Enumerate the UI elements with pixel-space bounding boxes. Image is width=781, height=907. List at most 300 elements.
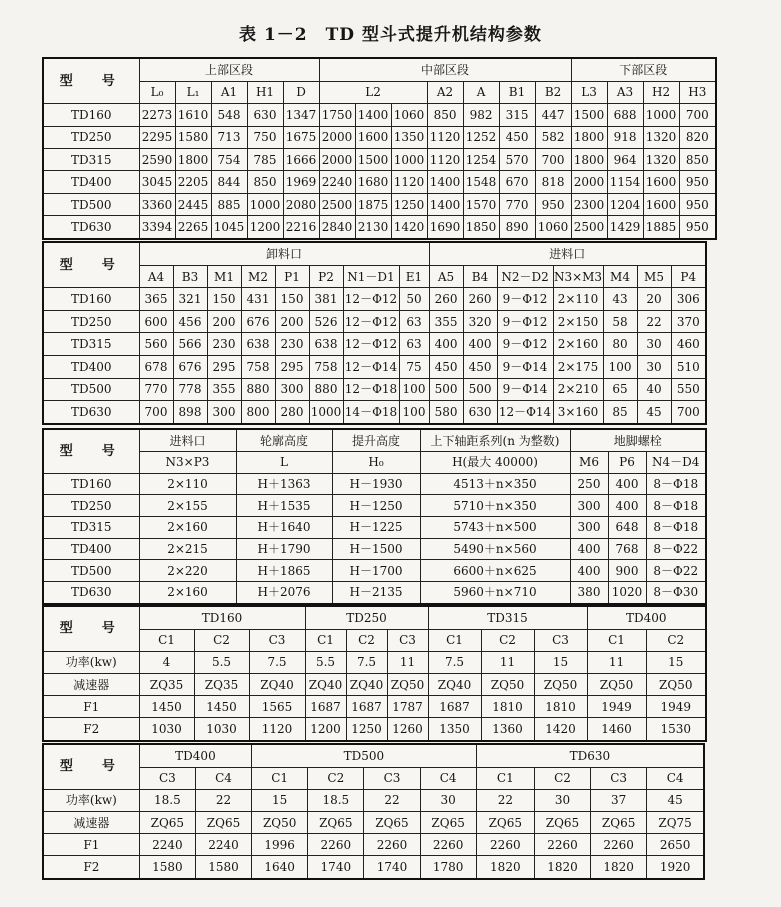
value-cell: 11 (387, 651, 428, 673)
column-header: C1 (305, 629, 346, 651)
table-row (43, 856, 704, 879)
value-cell: 7.5 (249, 651, 305, 673)
value-cell: H－1250 (332, 495, 420, 517)
table-row (43, 538, 706, 560)
table-row (43, 560, 706, 582)
value-cell: 918 (607, 126, 643, 148)
column-header: C1 (587, 629, 646, 651)
model-cell: TD250 (43, 495, 139, 517)
value-cell: 566 (173, 333, 207, 356)
value-cell: 526 (309, 310, 343, 333)
value-cell: 1810 (534, 696, 587, 718)
section-dimensions-table (42, 57, 717, 240)
value-cell: 2×110 (553, 288, 603, 311)
table-row (43, 401, 706, 424)
model-header: 型 号 (43, 744, 139, 789)
value-cell: H＋1865 (236, 560, 332, 582)
value-cell: 2×160 (139, 516, 236, 538)
value-cell: 260 (463, 288, 497, 311)
value-cell: 2×175 (553, 356, 603, 379)
value-cell: ZQ40 (428, 673, 481, 695)
subheader-row (43, 265, 706, 288)
model-cell: TD500 (43, 378, 139, 401)
value-cell: 982 (463, 104, 499, 126)
value-cell: 30 (637, 333, 671, 356)
column-header: H3 (679, 81, 716, 103)
value-cell: ZQ65 (308, 811, 364, 833)
table-row (43, 516, 706, 538)
row-label: F1 (43, 834, 139, 856)
value-cell: 30 (534, 789, 590, 811)
value-cell: 885 (211, 193, 247, 215)
model-cell: TD400 (43, 171, 139, 193)
value-cell: ZQ35 (139, 673, 194, 695)
value-cell: ZQ40 (305, 673, 346, 695)
value-cell: 800 (241, 401, 275, 424)
value-cell: ZQ65 (591, 811, 647, 833)
value-cell: 230 (275, 333, 309, 356)
column-header: C1 (476, 767, 534, 789)
column-header: L3 (571, 81, 607, 103)
value-cell: 850 (679, 148, 716, 170)
value-cell: 380 (570, 581, 608, 604)
value-cell: 1347 (283, 104, 319, 126)
value-cell: ZQ50 (587, 673, 646, 695)
value-cell: 1820 (534, 856, 590, 879)
value-cell: 2×215 (139, 538, 236, 560)
value-cell: 1580 (175, 126, 211, 148)
value-cell: ZQ65 (195, 811, 251, 833)
value-cell: 2205 (175, 171, 211, 193)
group-header-outlet: 卸料口 (139, 242, 429, 265)
column-header: C2 (534, 767, 590, 789)
table-row (43, 651, 706, 673)
value-cell: 1030 (139, 718, 194, 741)
value-cell: 2650 (647, 834, 704, 856)
value-cell: 1120 (427, 148, 463, 170)
value-cell: ZQ65 (534, 811, 590, 833)
value-cell: 1969 (283, 171, 319, 193)
value-cell: 768 (608, 538, 646, 560)
value-cell: 880 (309, 378, 343, 401)
header-row (43, 744, 704, 767)
column-header: A (463, 81, 499, 103)
table-row (43, 356, 706, 379)
value-cell: 1580 (195, 856, 251, 879)
value-cell: 1400 (427, 193, 463, 215)
value-cell: 250 (570, 473, 608, 495)
model-cell: TD315 (43, 148, 139, 170)
value-cell: 2000 (571, 171, 607, 193)
table-row (43, 696, 706, 718)
value-cell: ZQ65 (364, 811, 420, 833)
value-cell: 100 (399, 378, 429, 401)
value-cell: 1252 (463, 126, 499, 148)
value-cell: 1787 (387, 696, 428, 718)
model-cell: TD630 (43, 216, 139, 239)
value-cell: 300 (207, 401, 241, 424)
value-cell: 18.5 (139, 789, 195, 811)
table-row (43, 310, 706, 333)
value-cell: 785 (247, 148, 283, 170)
value-cell: 1949 (587, 696, 646, 718)
column-header: C3 (139, 767, 195, 789)
value-cell: 1666 (283, 148, 319, 170)
value-cell: 6600＋n×625 (420, 560, 570, 582)
value-cell: H＋1640 (236, 516, 332, 538)
value-cell: ZQ50 (534, 673, 587, 695)
value-cell: 758 (309, 356, 343, 379)
value-cell: 45 (637, 401, 671, 424)
value-cell: 510 (671, 356, 706, 379)
value-cell: 750 (247, 126, 283, 148)
model-header: 型 号 (43, 606, 139, 651)
value-cell: 12－Φ12 (343, 288, 399, 311)
model-cell: TD630 (43, 581, 139, 604)
column-header: L₀ (139, 81, 175, 103)
value-cell: 9－Φ14 (497, 356, 553, 379)
value-cell: 400 (570, 560, 608, 582)
value-cell: 75 (399, 356, 429, 379)
table-row (43, 126, 716, 148)
value-cell: 2×160 (139, 581, 236, 604)
table-row (43, 148, 716, 170)
value-cell: 880 (241, 378, 275, 401)
value-cell: 9－Φ12 (497, 310, 553, 333)
value-cell: 3×160 (553, 401, 603, 424)
value-cell: 65 (603, 378, 637, 401)
value-cell: ZQ65 (420, 811, 476, 833)
value-cell: H－1700 (332, 560, 420, 582)
column-header: A5 (429, 265, 463, 288)
value-cell: 355 (207, 378, 241, 401)
value-cell: 355 (429, 310, 463, 333)
value-cell: 890 (499, 216, 535, 239)
value-cell: H－1225 (332, 516, 420, 538)
value-cell: 5490＋n×560 (420, 538, 570, 560)
model-header: 型 号 (43, 58, 139, 104)
value-cell: 2265 (175, 216, 211, 239)
value-cell: 964 (607, 148, 643, 170)
value-cell: H－1500 (332, 538, 420, 560)
value-cell: 9－Φ12 (497, 288, 553, 311)
value-cell: 3394 (139, 216, 175, 239)
value-cell: 8－Φ30 (646, 581, 706, 604)
value-cell: 900 (608, 560, 646, 582)
value-cell: 450 (499, 126, 535, 148)
table-row (43, 673, 706, 695)
value-cell: 1687 (346, 696, 387, 718)
value-cell: 12－Φ18 (343, 378, 399, 401)
value-cell: 1690 (427, 216, 463, 239)
row-label: 减速器 (43, 811, 139, 833)
value-cell: 700 (139, 401, 173, 424)
model-cell: TD630 (43, 401, 139, 424)
value-cell: 2130 (355, 216, 391, 239)
row-label: 减速器 (43, 673, 139, 695)
value-cell: 778 (173, 378, 207, 401)
value-cell: H－2135 (332, 581, 420, 604)
value-cell: 770 (139, 378, 173, 401)
value-cell: 2×150 (553, 310, 603, 333)
value-cell: 1675 (283, 126, 319, 148)
value-cell: 8－Φ22 (646, 538, 706, 560)
value-cell: 1570 (463, 193, 499, 215)
row-label: F1 (43, 696, 139, 718)
column-header: C3 (364, 767, 420, 789)
column-header: M2 (241, 265, 275, 288)
column-header: C3 (387, 629, 428, 651)
value-cell: 1250 (391, 193, 427, 215)
column-header: P1 (275, 265, 309, 288)
column-header: C3 (249, 629, 305, 651)
column-header: L₁ (175, 81, 211, 103)
value-cell: 7.5 (428, 651, 481, 673)
value-cell: 1120 (249, 718, 305, 741)
value-cell: H＋1535 (236, 495, 332, 517)
group-header-td400: TD400 (587, 606, 706, 629)
value-cell: 2590 (139, 148, 175, 170)
column-header: L2 (319, 81, 427, 103)
value-cell: 1800 (175, 148, 211, 170)
value-cell: 370 (671, 310, 706, 333)
value-cell: 9－Φ12 (497, 333, 553, 356)
value-cell: 1020 (608, 581, 646, 604)
value-cell: 2000 (319, 126, 355, 148)
value-cell: 1580 (139, 856, 195, 879)
value-cell: 1530 (646, 718, 706, 741)
value-cell: 2×110 (139, 473, 236, 495)
value-cell: 12－Φ14 (497, 401, 553, 424)
value-cell: 1060 (391, 104, 427, 126)
subheader-row (43, 629, 706, 651)
value-cell: 1250 (346, 718, 387, 741)
value-cell: 460 (671, 333, 706, 356)
group-header-td315: TD315 (428, 606, 587, 629)
group-header-lift-height: 提升高度 (332, 429, 420, 452)
table-row (43, 718, 706, 741)
value-cell: 2080 (283, 193, 319, 215)
table-row (43, 193, 716, 215)
column-header: N3×M3 (553, 265, 603, 288)
column-header: C1 (428, 629, 481, 651)
value-cell: 30 (420, 789, 476, 811)
value-cell: 230 (207, 333, 241, 356)
model-cell: TD160 (43, 104, 139, 126)
value-cell: 1600 (643, 171, 679, 193)
model-cell: TD315 (43, 333, 139, 356)
value-cell: 447 (535, 104, 571, 126)
value-cell: 638 (241, 333, 275, 356)
value-cell: ZQ40 (249, 673, 305, 695)
row-label: F2 (43, 856, 139, 879)
column-header: C4 (195, 767, 251, 789)
column-header: N4－D4 (646, 452, 706, 474)
outlet-inlet-table (42, 241, 707, 425)
value-cell: 1000 (309, 401, 343, 424)
column-header: B4 (463, 265, 497, 288)
value-cell: 295 (207, 356, 241, 379)
value-cell: 2295 (139, 126, 175, 148)
column-header: C4 (420, 767, 476, 789)
column-header: C4 (647, 767, 704, 789)
group-header-td160: TD160 (139, 606, 305, 629)
value-cell: 950 (535, 193, 571, 215)
value-cell: 1750 (319, 104, 355, 126)
value-cell: 1687 (428, 696, 481, 718)
value-cell: 1920 (647, 856, 704, 879)
value-cell: 1030 (194, 718, 249, 741)
value-cell: 1740 (308, 856, 364, 879)
value-cell: 400 (608, 473, 646, 495)
value-cell: 1680 (355, 171, 391, 193)
value-cell: 1885 (643, 216, 679, 239)
column-header: C1 (252, 767, 308, 789)
height-anchor-table (42, 428, 707, 605)
value-cell: 700 (671, 401, 706, 424)
row-label: 功率(kw) (43, 789, 139, 811)
value-cell: 321 (173, 288, 207, 311)
value-cell: 1810 (481, 696, 534, 718)
table-row (43, 834, 704, 856)
value-cell: 260 (429, 288, 463, 311)
value-cell: 1565 (249, 696, 305, 718)
value-cell: 37 (591, 789, 647, 811)
value-cell: 560 (139, 333, 173, 356)
value-cell: 2000 (319, 148, 355, 170)
value-cell: ZQ50 (646, 673, 706, 695)
value-cell: 431 (241, 288, 275, 311)
value-cell: 150 (275, 288, 309, 311)
column-header: C2 (481, 629, 534, 651)
value-cell: 22 (195, 789, 251, 811)
value-cell: 400 (608, 495, 646, 517)
value-cell: 2216 (283, 216, 319, 239)
column-header: C3 (591, 767, 647, 789)
value-cell: 1800 (571, 126, 607, 148)
column-header: A1 (211, 81, 247, 103)
table-row (43, 216, 716, 239)
value-cell: 1350 (391, 126, 427, 148)
value-cell: 676 (173, 356, 207, 379)
value-cell: 400 (463, 333, 497, 356)
value-cell: 2240 (319, 171, 355, 193)
value-cell: 8－Φ18 (646, 516, 706, 538)
value-cell: 80 (603, 333, 637, 356)
value-cell: 1000 (391, 148, 427, 170)
value-cell: 100 (399, 401, 429, 424)
value-cell: 5.5 (305, 651, 346, 673)
value-cell: 1420 (534, 718, 587, 741)
value-cell: 8－Φ22 (646, 560, 706, 582)
value-cell: 898 (173, 401, 207, 424)
value-cell: 456 (173, 310, 207, 333)
value-cell: 5960＋n×710 (420, 581, 570, 604)
model-cell: TD250 (43, 126, 139, 148)
model-cell: TD160 (43, 473, 139, 495)
value-cell: 1640 (252, 856, 308, 879)
header-row (43, 606, 706, 629)
value-cell: 850 (247, 171, 283, 193)
value-cell: 2273 (139, 104, 175, 126)
value-cell: ZQ50 (387, 673, 428, 695)
value-cell: 2445 (175, 193, 211, 215)
column-header: M6 (570, 452, 608, 474)
value-cell: 450 (429, 356, 463, 379)
value-cell: 1000 (247, 193, 283, 215)
value-cell: 1400 (427, 171, 463, 193)
table-caption: 表 1－2 TD 型斗式提升机结构参数 (239, 25, 542, 45)
table-row (43, 789, 704, 811)
value-cell: 4513＋n×350 (420, 473, 570, 495)
value-cell: 45 (647, 789, 704, 811)
value-cell: 548 (211, 104, 247, 126)
value-cell: 50 (399, 288, 429, 311)
value-cell: 306 (671, 288, 706, 311)
group-header-contour-height: 轮廓高度 (236, 429, 332, 452)
value-cell: 1045 (211, 216, 247, 239)
group-header-td250: TD250 (305, 606, 428, 629)
value-cell: 770 (499, 193, 535, 215)
value-cell: 2260 (308, 834, 364, 856)
value-cell: ZQ50 (252, 811, 308, 833)
table-row (43, 104, 716, 126)
value-cell: 2260 (476, 834, 534, 856)
value-cell: 22 (637, 310, 671, 333)
column-header: B1 (499, 81, 535, 103)
value-cell: 300 (275, 378, 309, 401)
value-cell: 1400 (355, 104, 391, 126)
value-cell: 1320 (643, 148, 679, 170)
value-cell: 1500 (355, 148, 391, 170)
value-cell: 200 (275, 310, 309, 333)
column-header: C2 (646, 629, 706, 651)
column-header: C2 (346, 629, 387, 651)
value-cell: 40 (637, 378, 671, 401)
model-header: 型 号 (43, 242, 139, 288)
value-cell: 12－Φ14 (343, 356, 399, 379)
group-header-lower: 下部区段 (571, 58, 716, 81)
value-cell: 1548 (463, 171, 499, 193)
value-cell: 1154 (607, 171, 643, 193)
value-cell: 950 (679, 216, 716, 239)
value-cell: 950 (679, 171, 716, 193)
value-cell: 1320 (643, 126, 679, 148)
value-cell: 63 (399, 333, 429, 356)
value-cell: 315 (499, 104, 535, 126)
column-header: L (236, 452, 332, 474)
model-cell: TD160 (43, 288, 139, 311)
table-row (43, 288, 706, 311)
value-cell: 400 (570, 538, 608, 560)
value-cell: 15 (534, 651, 587, 673)
column-header: P2 (309, 265, 343, 288)
value-cell: 1996 (252, 834, 308, 856)
value-cell: 1260 (387, 718, 428, 741)
value-cell: 630 (463, 401, 497, 424)
column-header: D (283, 81, 319, 103)
value-cell: 713 (211, 126, 247, 148)
value-cell: 11 (481, 651, 534, 673)
value-cell: ZQ65 (139, 811, 195, 833)
value-cell: 1450 (194, 696, 249, 718)
group-header-inlet: 进料口 (429, 242, 706, 265)
value-cell: 688 (607, 104, 643, 126)
column-header: C2 (308, 767, 364, 789)
value-cell: 1460 (587, 718, 646, 741)
table-row (43, 581, 706, 604)
value-cell: 2260 (420, 834, 476, 856)
